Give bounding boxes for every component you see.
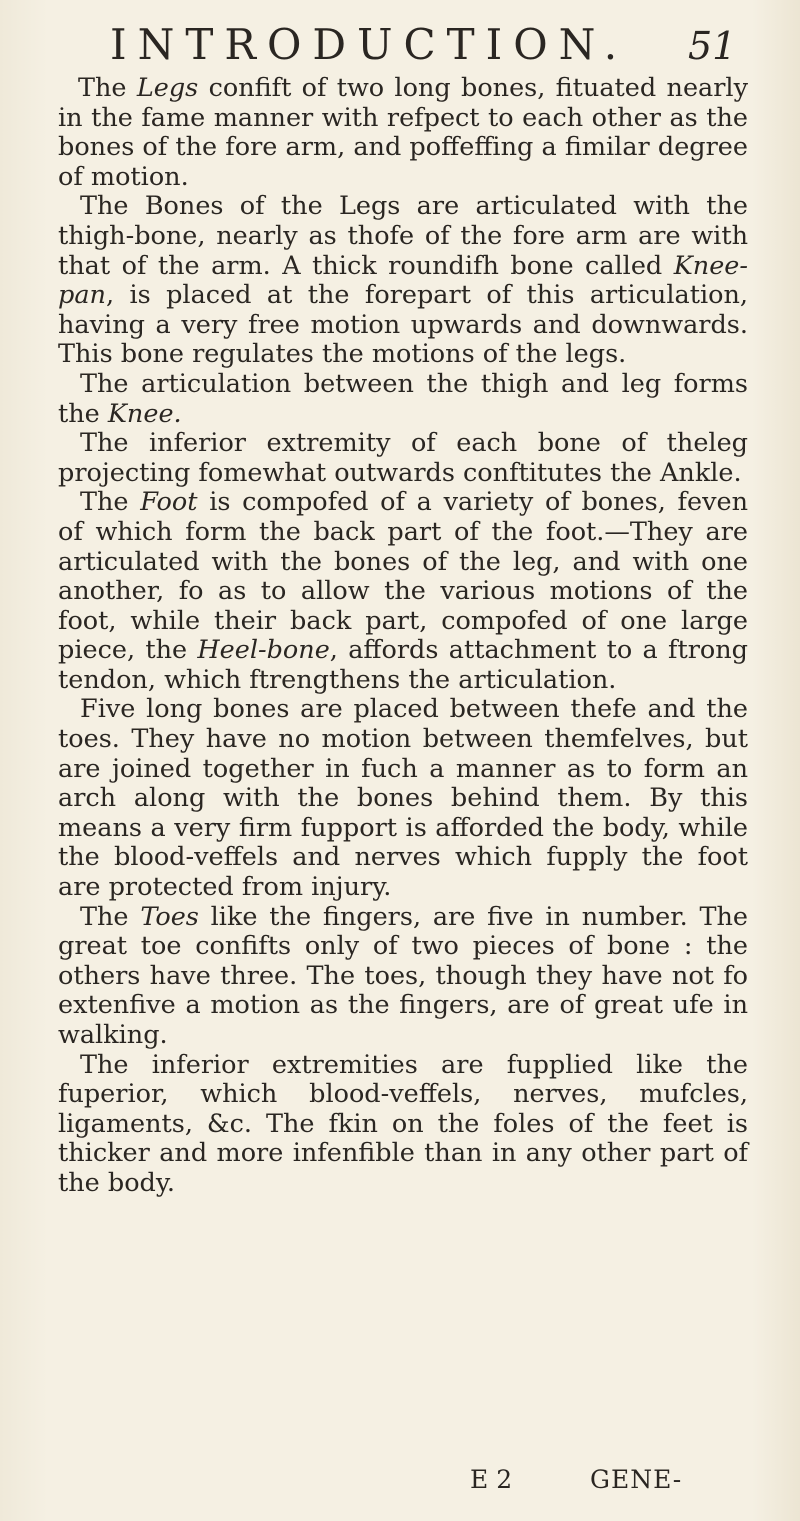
paragraph [58, 74, 748, 192]
page-header [0, 20, 800, 70]
paragraph [58, 192, 748, 370]
text-run: is compofed of a variety of bones, feven of which form the back part of the foot.—They are articulated with the bones of the leg, and with one another, fo as to allow the various motions of the foot, while their back part, compofed of one large piece, the [58, 487, 748, 666]
italic-term: Knee-pan [58, 250, 748, 311]
text-run: like the fingers, are five in number. The great toe confifts only of two pieces of bone : the others have three. The toes, though they have not fo extenfive a motion as the fingers, are of great ufe in walking. [58, 901, 748, 1050]
text-run: Five long bones are placed between thefe and the toes. They have no motion between themfelves, but are joined together in fuch a manner as to form an arch along with the bones behind them. By this means a very firm fupport is afforded the body, while the blood-veffels and nerves which fupply the foot are protected from injury. [58, 694, 748, 903]
body-text [58, 74, 748, 1199]
italic-term: Foot [140, 487, 198, 518]
page-number: 51 [688, 24, 737, 68]
signature-mark: E 2 [470, 1465, 513, 1494]
italic-term: Toes [140, 901, 199, 932]
text-run: , affords attachment to a ftrong tendon, which ftrengthens the articulation. [58, 635, 748, 695]
text-run: The articulation between the thigh and leg forms the [58, 368, 748, 429]
paragraph [58, 488, 748, 695]
paragraph [58, 903, 748, 1051]
italic-term: Legs [136, 73, 199, 103]
text-run: confift of two long bones, fituated nearly in the fame manner with refpect to each other as the bones of the fore arm, and poffeffing a fimilar degree of motion. [58, 73, 748, 192]
catchword: GENE- [590, 1465, 683, 1494]
paragraph [58, 1051, 748, 1199]
italic-term: Knee. [107, 398, 182, 429]
text-run: The Bones of the Legs are articulated with the thigh-bone, nearly as thofe of the fore arm are with that of the arm. A thick roundifh bone called [58, 191, 748, 281]
running-head: INTRODUCTION. [110, 20, 629, 69]
text-run: , is placed at the forepart of this articulation, having a very free motion upwards and downwards. This bone regulates the motions of the legs. [58, 280, 748, 370]
text-run: The [78, 73, 137, 103]
text-run: The inferior extremities are fupplied like the fuperior, which blood-veffels, nerves, mufcles, ligaments, &c. The fkin on the foles of the feet is thicker and more infenfible than in any other part of the body. [58, 1049, 748, 1198]
paragraph [58, 695, 748, 902]
page-footer [0, 1465, 800, 1501]
text-run: The inferior extremity of each bone of theleg projecting fomewhat outwards conftitutes the Ankle. [58, 428, 748, 488]
text-run: The [80, 487, 141, 518]
text-run: The [80, 901, 141, 932]
paragraph [58, 429, 748, 488]
paragraph [58, 370, 748, 429]
italic-term: Heel-bone [197, 635, 330, 666]
